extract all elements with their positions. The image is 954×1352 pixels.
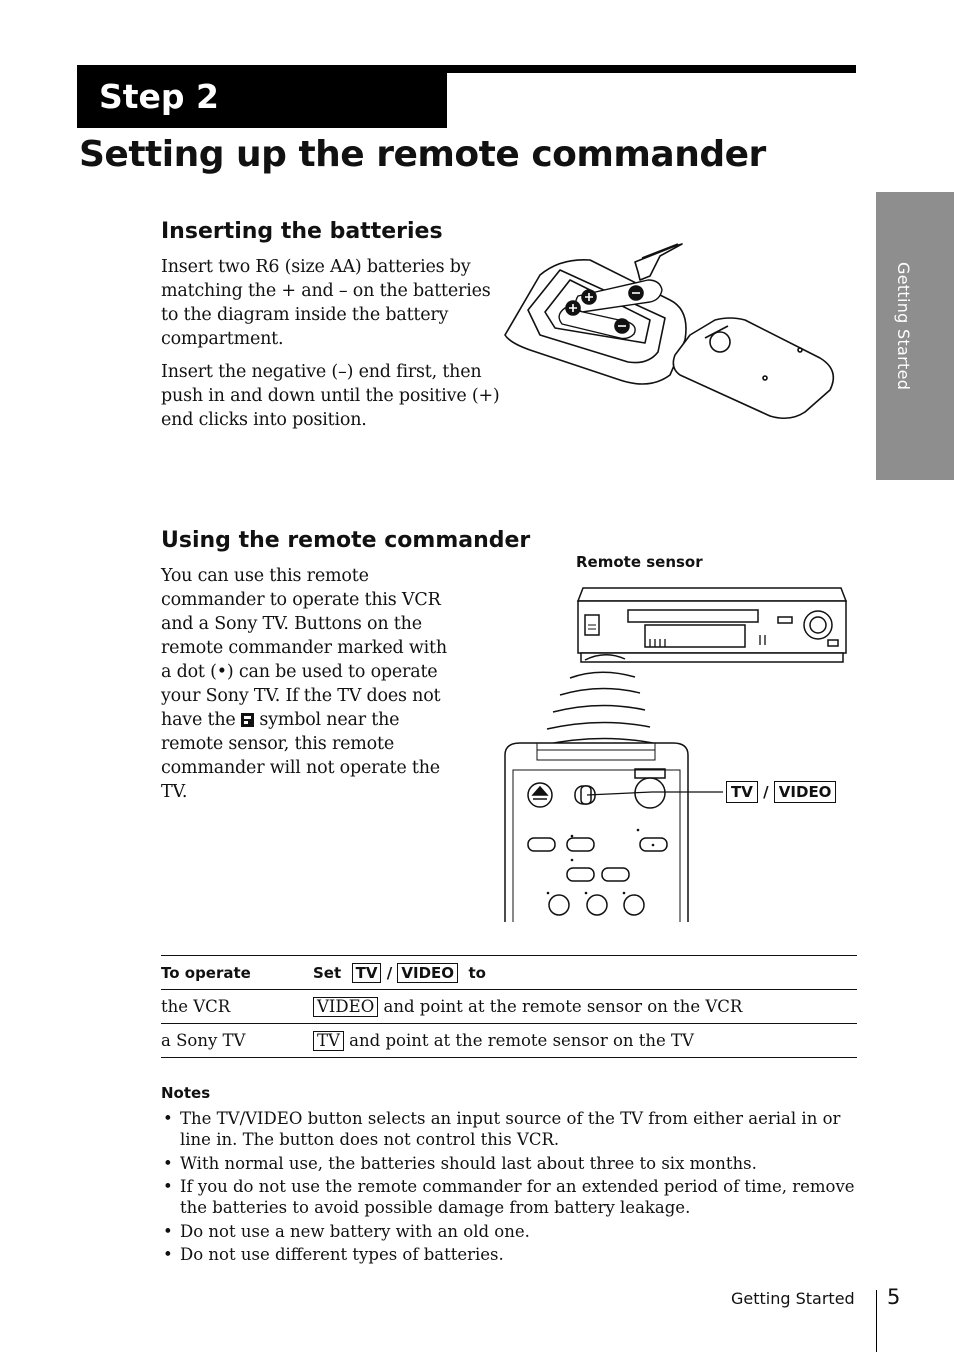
- inserting-batteries-para-1: Insert two R6 (size AA) batteries by matching the + and – on the batteries to the diagram inside the battery compartment.: [161, 257, 491, 349]
- operation-table: [161, 955, 857, 1058]
- callout-tv-key: TV: [726, 781, 758, 803]
- row-action: and point at the remote sensor on the TV: [349, 1030, 694, 1050]
- using-remote-text-end: symbol near the remote sensor, this remote commander will not operate the TV.: [161, 710, 440, 802]
- remote-commander-illustration: [495, 555, 855, 925]
- inserting-batteries-heading: Inserting the batteries: [161, 219, 443, 244]
- col-set-switch: [313, 956, 857, 990]
- footer-section-name: Getting Started: [731, 1289, 855, 1308]
- list-item: • If you do not use the remote commander for an extended period of time, remove the batteries to avoid possible damage from battery leakage.: [161, 1176, 861, 1218]
- list-item: • The TV/VIDEO button selects an input source of the TV from either aerial in or line in. The button does not control this VCR.: [161, 1108, 861, 1150]
- col-video-key: VIDEO: [397, 963, 458, 983]
- notes-heading: Notes: [161, 1084, 211, 1102]
- callout-video-key: VIDEO: [774, 781, 837, 803]
- list-item: • Do not use different types of batteries.: [161, 1244, 861, 1265]
- list-item: • With normal use, the batteries should last about three to six months.: [161, 1153, 861, 1174]
- page-title: Setting up the remote commander: [79, 134, 766, 175]
- table-row: [161, 990, 857, 1024]
- page-number: 5: [887, 1285, 901, 1309]
- list-item: • Do not use a new battery with an old one.: [161, 1221, 861, 1242]
- using-remote-heading: Using the remote commander: [161, 528, 531, 553]
- side-tab-label: Getting Started: [894, 262, 913, 391]
- remote-sensor-label: Remote sensor: [576, 553, 703, 571]
- row-instruction: [313, 1024, 857, 1058]
- row-key: TV: [313, 1031, 344, 1051]
- row-key: VIDEO: [313, 997, 378, 1017]
- col-to-label: to: [468, 963, 486, 982]
- tv-video-callout: [726, 781, 836, 803]
- row-action: and point at the remote sensor on the VCR: [383, 996, 743, 1016]
- table-header-row: [161, 956, 857, 990]
- inserting-batteries-para-2: Insert the negative (–) end first, then push in and down until the positive (+) end clicks into position.: [161, 362, 500, 430]
- battery-insertion-illustration: [500, 240, 850, 430]
- callout-separator: /: [763, 783, 769, 801]
- col-tv-key: TV: [352, 963, 382, 983]
- step-label: Step 2: [77, 65, 447, 128]
- row-instruction: [313, 990, 857, 1024]
- using-remote-text-start: You can use this remote commander to operate this VCR and a Sony TV. Buttons on the remote commander marked with a dot (•) can be used to operate your Sony TV. If the TV does not have the: [161, 566, 447, 730]
- remote-sensor-symbol-icon: [241, 713, 254, 727]
- footer-divider: [876, 1290, 877, 1352]
- side-tab: [876, 192, 954, 480]
- row-target: the VCR: [161, 990, 313, 1024]
- row-target: a Sony TV: [161, 1024, 313, 1058]
- col-separator: /: [386, 963, 393, 982]
- col-set-label: Set: [313, 963, 342, 982]
- using-remote-paragraph: [161, 564, 453, 804]
- step-header-rule: [447, 65, 856, 73]
- table-row: [161, 1024, 857, 1058]
- col-to-operate: To operate: [161, 956, 313, 990]
- notes-list: [161, 1108, 861, 1268]
